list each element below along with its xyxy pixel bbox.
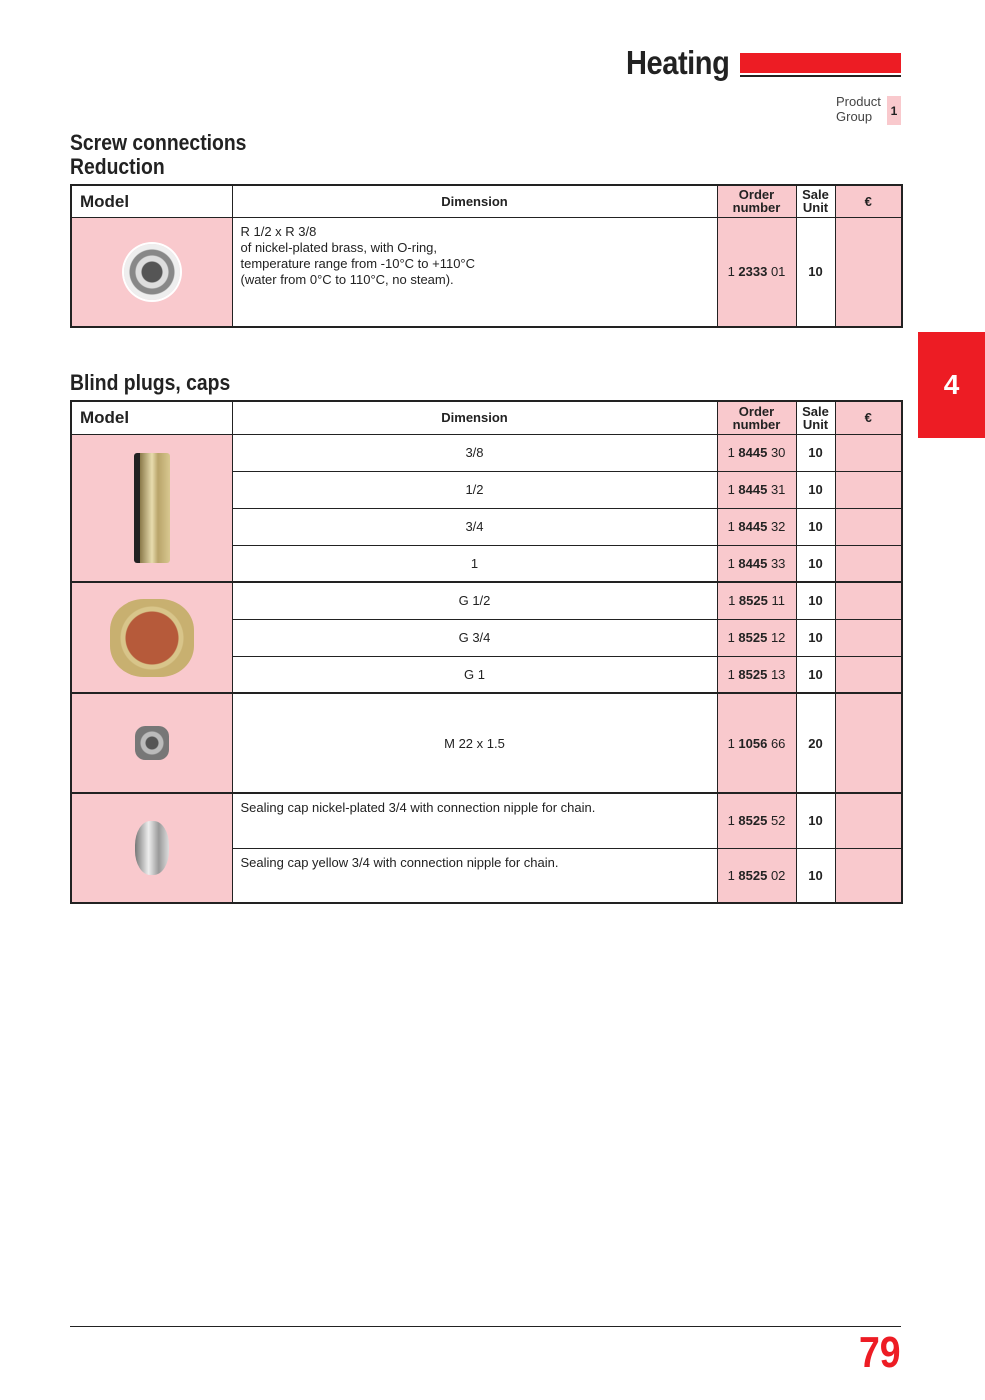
order-number-part: 1 (727, 867, 739, 883)
dimension-cell: G 3/4 (232, 619, 717, 656)
title-red-bar (740, 53, 901, 73)
model-image-cell (71, 582, 232, 693)
order-number-part: 8445 (738, 555, 768, 571)
price-cell (835, 217, 902, 327)
price-cell (835, 793, 902, 848)
sale-unit-cell: 10 (796, 848, 835, 903)
dimension-line: (water from 0°C to 110°C, no steam). (240, 271, 454, 287)
section-title-blind-plugs: Blind plugs, caps (70, 370, 231, 395)
price-cell (835, 656, 902, 693)
order-number-part: 30 (767, 445, 786, 460)
blind-plugs-table (70, 400, 903, 904)
sale-unit-cell: 10 (796, 545, 835, 582)
order-number-part: 1 (727, 519, 739, 534)
col-order-label-1: Order (738, 187, 775, 203)
col-sale-label-2: Unit (802, 416, 829, 432)
dimension-cell (232, 217, 717, 327)
order-number-part: 1 (727, 264, 739, 280)
page-title: Heating (626, 44, 730, 81)
sale-unit-cell: 10 (796, 471, 835, 508)
order-number-cell (717, 471, 796, 508)
sale-unit-cell: 10 (796, 434, 835, 471)
price-cell (835, 582, 902, 619)
order-number-part: 1 (727, 735, 739, 751)
title-underline (740, 75, 901, 77)
order-number-part: 8525 (738, 666, 768, 682)
order-number-part: 8525 (738, 813, 768, 829)
col-order-label-1: Order (738, 403, 775, 419)
model-image-cell (71, 217, 232, 327)
table-row (71, 693, 902, 793)
table-row (71, 793, 902, 848)
col-price: € (835, 185, 902, 217)
col-dimension: Dimension (232, 401, 717, 434)
footer-divider (70, 1326, 901, 1327)
order-number-cell (717, 217, 796, 327)
order-number-part: 1 (727, 813, 739, 829)
order-number-cell (717, 582, 796, 619)
sale-unit-cell: 10 (796, 217, 835, 327)
price-cell (835, 508, 902, 545)
col-sale-label-1: Sale (802, 403, 829, 419)
order-number-part: 1056 (738, 735, 768, 751)
table-row (71, 434, 902, 471)
section-title-screw-connections (70, 131, 246, 179)
dimension-cell: Sealing cap nickel-plated 3/4 with connection nipple for chain. (232, 793, 717, 848)
sale-unit-cell: 10 (796, 793, 835, 848)
section-title-line1: Screw connections (70, 130, 247, 155)
product-group-label (836, 94, 881, 124)
order-number-part: 52 (767, 813, 786, 829)
col-model: Model (71, 401, 232, 434)
dimension-cell: 3/8 (232, 434, 717, 471)
sale-unit-cell: 20 (796, 693, 835, 793)
dimension-cell: G 1/2 (232, 582, 717, 619)
dimension-cell: M 22 x 1.5 (232, 693, 717, 793)
chapter-tab[interactable]: 4 (918, 332, 985, 438)
order-number-part: 12 (767, 630, 786, 645)
col-sale-label-2: Unit (802, 200, 829, 216)
page-number: 79 (859, 1328, 901, 1377)
order-number-part: 1 (727, 666, 739, 682)
dimension-line: R 1/2 x R 3/8 (240, 223, 317, 239)
order-number-part: 8525 (738, 867, 768, 883)
order-number-part: 1 (727, 630, 739, 645)
col-sale-label-1: Sale (802, 187, 829, 203)
order-number-part: 32 (767, 519, 786, 534)
price-cell (835, 545, 902, 582)
order-number-part: 2333 (738, 264, 768, 280)
order-number-part: 01 (767, 264, 786, 280)
sale-unit-cell: 10 (796, 619, 835, 656)
price-cell (835, 848, 902, 903)
dimension-cell: 3/4 (232, 508, 717, 545)
model-image-cell (71, 793, 232, 903)
order-number-part: 8525 (738, 593, 768, 609)
order-number-cell (717, 508, 796, 545)
order-number-cell (717, 848, 796, 903)
order-number-part: 66 (767, 735, 786, 751)
dimension-cell: Sealing cap yellow 3/4 with connection nipple for chain. (232, 848, 717, 903)
col-sale-unit (796, 401, 835, 434)
dimension-cell: 1/2 (232, 471, 717, 508)
order-number-cell (717, 619, 796, 656)
reduction-table (70, 184, 903, 328)
product-group-label-1: Product (836, 94, 881, 109)
table-row (71, 217, 902, 327)
order-number-cell (717, 693, 796, 793)
hex-nut-cap-image (72, 726, 232, 760)
blind-plug-image (72, 453, 232, 563)
price-cell (835, 471, 902, 508)
dimension-cell: 1 (232, 545, 717, 582)
order-number-part: 8445 (738, 482, 768, 497)
order-number-cell (717, 434, 796, 471)
price-cell (835, 434, 902, 471)
product-group-label-2: Group (836, 109, 873, 124)
sealing-cap-image (72, 821, 232, 875)
col-sale-unit (796, 185, 835, 217)
reduction-fitting-image (124, 244, 180, 300)
table-header (71, 185, 902, 217)
order-number-part: 1 (727, 445, 739, 460)
order-number-part: 1 (727, 555, 739, 571)
dimension-line: of nickel-plated brass, with O-ring, (240, 239, 438, 255)
order-number-part: 13 (767, 666, 786, 682)
brass-cap-image (72, 599, 232, 677)
order-number-part: 02 (767, 867, 786, 883)
product-group-number: 1 (887, 96, 901, 125)
order-number-cell (717, 656, 796, 693)
dimension-cell: G 1 (232, 656, 717, 693)
order-number-part: 1 (728, 593, 739, 609)
sale-unit-cell: 10 (796, 508, 835, 545)
col-order-number (717, 401, 796, 434)
order-number-part: 8445 (738, 519, 768, 534)
order-number-part: 8445 (738, 445, 768, 460)
col-order-number (717, 185, 796, 217)
order-number-cell (717, 793, 796, 848)
order-number-part: 8525 (738, 630, 768, 645)
table-header (71, 401, 902, 434)
col-order-label-2: number (732, 416, 781, 432)
price-cell (835, 619, 902, 656)
col-order-label-2: number (732, 200, 781, 216)
col-price: € (835, 401, 902, 434)
order-number-part: 33 (767, 555, 786, 571)
sale-unit-cell: 10 (796, 582, 835, 619)
model-image-cell (71, 693, 232, 793)
col-dimension: Dimension (232, 185, 717, 217)
section-title-line2: Reduction (70, 154, 165, 179)
sale-unit-cell: 10 (796, 656, 835, 693)
col-model: Model (71, 185, 232, 217)
order-number-part: 31 (767, 482, 786, 497)
price-cell (835, 693, 902, 793)
table-row (71, 582, 902, 619)
order-number-part: 11 (767, 593, 785, 609)
order-number-part: 1 (727, 482, 739, 497)
dimension-line: temperature range from -10°C to +110°C (240, 255, 476, 271)
order-number-cell (717, 545, 796, 582)
model-image-cell (71, 434, 232, 582)
